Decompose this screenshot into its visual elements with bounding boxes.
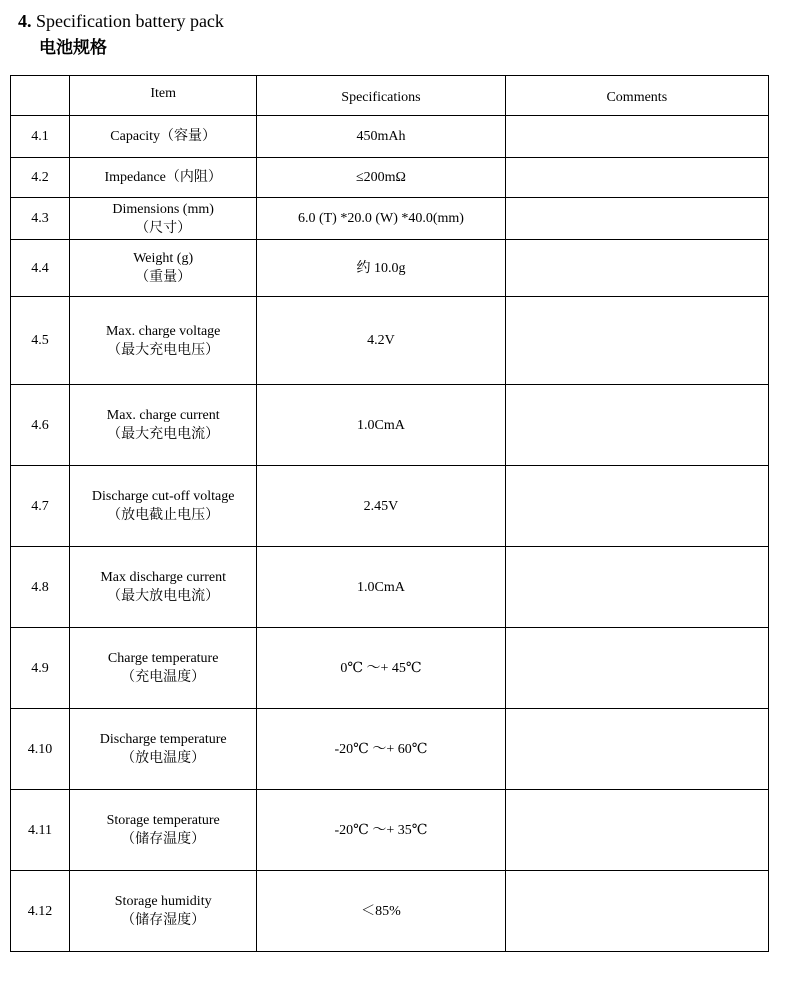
header-comments bbox=[505, 76, 768, 116]
row-item-en: Discharge cut-off voltage bbox=[91, 489, 235, 504]
table-row bbox=[11, 240, 769, 297]
row-item-en: Storage temperature bbox=[106, 813, 220, 828]
row-item-cn: （尺寸） bbox=[135, 219, 192, 236]
row-number: 4.12 bbox=[11, 871, 70, 952]
table-row bbox=[11, 385, 769, 466]
row-item-en: Dimensions (mm) bbox=[112, 201, 214, 217]
row-spec: 1.0CmA bbox=[257, 385, 505, 466]
table-row bbox=[11, 158, 769, 198]
row-item bbox=[70, 547, 257, 628]
row-number: 4.5 bbox=[11, 297, 70, 385]
row-comment bbox=[505, 628, 768, 709]
row-item bbox=[70, 116, 257, 158]
row-spec: 4.2V bbox=[257, 297, 505, 385]
battery-spec-table bbox=[10, 75, 769, 952]
row-item-cn: （放电截止电压） bbox=[107, 507, 220, 523]
row-spec: 1.0CmA bbox=[257, 547, 505, 628]
row-comment bbox=[505, 871, 768, 952]
section-title-cn: 电池规格 bbox=[39, 38, 107, 58]
row-number: 4.2 bbox=[11, 158, 70, 198]
row-number: 4.4 bbox=[11, 240, 70, 297]
row-number: 4.8 bbox=[11, 547, 70, 628]
table-row bbox=[11, 297, 769, 385]
row-number: 4.1 bbox=[11, 116, 70, 158]
header-item-label: Item bbox=[150, 86, 176, 101]
row-comment bbox=[505, 297, 768, 385]
row-item bbox=[70, 240, 257, 297]
row-item-cn: （重量） bbox=[135, 269, 192, 285]
row-spec: 450mAh bbox=[257, 116, 505, 158]
table-row bbox=[11, 547, 769, 628]
row-number: 4.9 bbox=[11, 628, 70, 709]
row-item-cn: （充电温度） bbox=[121, 669, 206, 685]
row-spec: 2.45V bbox=[257, 466, 505, 547]
section-number: 4. bbox=[18, 11, 32, 31]
row-item-en: Impedance（内阻） bbox=[104, 170, 222, 185]
row-item-cn: （最大充电电压） bbox=[107, 341, 220, 358]
header-comments-label: Comments bbox=[606, 90, 668, 105]
row-comment bbox=[505, 240, 768, 297]
row-spec: 约 10.0g bbox=[257, 240, 505, 297]
row-item bbox=[70, 871, 257, 952]
row-comment bbox=[505, 385, 768, 466]
row-comment bbox=[505, 709, 768, 790]
row-item-en: Max. charge current bbox=[106, 408, 220, 423]
header-specifications-label: Specifications bbox=[341, 90, 421, 105]
row-number: 4.3 bbox=[11, 198, 70, 240]
row-spec: -20℃ ～+ 35℃ bbox=[257, 790, 505, 871]
table-row bbox=[11, 466, 769, 547]
row-comment bbox=[505, 466, 768, 547]
row-number: 4.6 bbox=[11, 385, 70, 466]
section-title-en: Specification battery pack bbox=[36, 11, 224, 31]
row-item-cn: （放电温度） bbox=[121, 750, 206, 766]
row-item bbox=[70, 628, 257, 709]
row-item bbox=[70, 158, 257, 198]
header-item bbox=[70, 76, 257, 116]
row-spec: 6.0 (T) *20.0 (W) *40.0(mm) bbox=[257, 198, 505, 240]
row-item-en: Max. charge voltage bbox=[105, 323, 221, 339]
row-item bbox=[70, 790, 257, 871]
header-specifications bbox=[257, 76, 505, 116]
row-item-en: Max discharge current bbox=[100, 570, 227, 585]
row-spec: 0℃ ～+ 45℃ bbox=[257, 628, 505, 709]
row-spec: ＜85% bbox=[257, 871, 505, 952]
row-comment bbox=[505, 116, 768, 158]
row-item-en: Weight (g) bbox=[133, 251, 194, 266]
row-spec: ≤200mΩ bbox=[257, 158, 505, 198]
row-number: 4.10 bbox=[11, 709, 70, 790]
row-item-cn: （最大充电电流） bbox=[107, 426, 220, 442]
row-comment bbox=[505, 158, 768, 198]
row-item bbox=[70, 709, 257, 790]
row-number: 4.7 bbox=[11, 466, 70, 547]
table-header-row bbox=[11, 76, 769, 116]
row-item-en: Discharge temperature bbox=[99, 732, 227, 747]
row-item bbox=[70, 385, 257, 466]
row-number: 4.11 bbox=[11, 790, 70, 871]
table-row bbox=[11, 628, 769, 709]
row-item-en: Storage humidity bbox=[114, 894, 212, 909]
row-comment bbox=[505, 790, 768, 871]
row-spec: -20℃ ～+ 60℃ bbox=[257, 709, 505, 790]
row-item bbox=[70, 198, 257, 240]
row-comment bbox=[505, 547, 768, 628]
row-comment bbox=[505, 198, 768, 240]
table-row bbox=[11, 116, 769, 158]
table-row bbox=[11, 871, 769, 952]
row-item-cn: （储存温度） bbox=[121, 831, 206, 847]
table-row bbox=[11, 709, 769, 790]
row-item-en: Capacity（容量） bbox=[110, 129, 217, 144]
table-row bbox=[11, 790, 769, 871]
row-item bbox=[70, 466, 257, 547]
header-number bbox=[11, 76, 70, 116]
row-item-en: Charge temperature bbox=[107, 651, 219, 666]
row-item-cn: （最大放电电流） bbox=[107, 588, 220, 604]
table-row bbox=[11, 198, 769, 240]
row-item bbox=[70, 297, 257, 385]
row-item-cn: （储存湿度） bbox=[121, 912, 206, 928]
section-heading bbox=[18, 10, 224, 32]
